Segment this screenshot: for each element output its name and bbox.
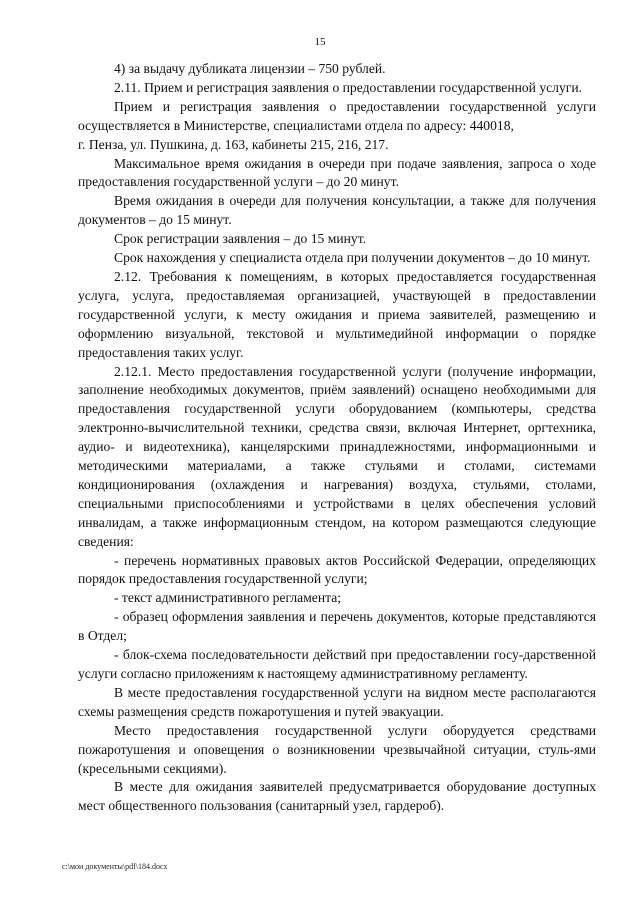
footer-file-path: c:\мои документы\pdf\184.docx bbox=[62, 862, 168, 871]
paragraph-registration-term: Срок регистрации заявления – до 15 минут. bbox=[114, 231, 367, 247]
paragraph-section-2-12-heading: 2.12. Требования к помещениям, в которых предоставляется государственная услуга, услуга, предоставляемая организацией, участвующей в предоставлении государственной услуги, к месту ожидания и приема заявителей, размещению и оформлению визуальной, текстовой и мультимедийной информации о порядке предоставления таких услуг. bbox=[78, 268, 596, 360]
paragraph-reception-address: Прием и регистрация заявления о предоставлении государственной услуги осуществляется в Министерстве, специалистами отдела по адресу: 440018, bbox=[78, 98, 596, 133]
paragraph-evacuation-schemes: В месте предоставления государственной услуги на видном месте располагаются схемы размещения средств пожаротушения и путей эвакуации. bbox=[78, 684, 596, 719]
paragraph-max-wait-time: Максимальное время ожидания в очереди при подаче заявления, запроса о ходе предоставления государственной услуги – до 20 минут. bbox=[78, 155, 596, 190]
document-body bbox=[78, 60, 596, 816]
paragraph-waiting-area: В месте для ожидания заявителей предусматривается оборудование доступных мест общественного пользования (санитарный узел, гардероб). bbox=[78, 779, 596, 814]
paragraph-fire-equipment: Место предоставления государственной услуги оборудуется средствами пожаротушения и оповещения о возникновении чрезвычайной ситуации, стуль-ями (кресельными секциями). bbox=[78, 722, 596, 776]
page-number: 15 bbox=[314, 36, 326, 48]
paragraph-address-street: г. Пенза, ул. Пушкина, д. 163, кабинеты 215, 216, 217. bbox=[78, 136, 389, 152]
paragraph-specialist-term: Срок нахождения у специалиста отдела при получении документов – до 10 минут. bbox=[114, 250, 591, 266]
paragraph-section-2-12-1: 2.12.1. Место предоставления государственной услуги (получение информации, заполнение необходимых документов, приём заявлений) оснащено необходимыми для предоставления государственной услуги оборудованием (компьютеры, средства электронно-вычислительной техники, средства связи, включая Интернет, оргтехника, аудио- и видеотехника), канцелярскими принадлежностями, информационными и методическими материалами, а также стульями и столами, системами кондиционирования (охлаждения и нагревания) воздуха, стульями, столами, специальными приспособлениями и устройствами в целях обеспечения условий инвалидам, а также информационным стендом, на котором размещаются следующие сведения: bbox=[78, 363, 596, 549]
paragraph-consultation-wait: Время ожидания в очереди для получения консультации, а также для получения документов – до 15 минут. bbox=[78, 193, 596, 228]
paragraph-fee-duplicate: 4) за выдачу дубликата лицензии – 750 рублей. bbox=[114, 61, 386, 76]
paragraph-section-2-11-heading: 2.11. Прием и регистрация заявления о предоставлении государственной услуги. bbox=[114, 79, 583, 95]
list-item-flowchart: - блок-схема последовательности действий при предоставлении госу-дарственной услуги согласно приложениям к настоящему административному регламенту. bbox=[78, 647, 596, 681]
list-item-application-sample: - образец оформления заявления и перечень документов, которые представляются в Отдел; bbox=[78, 609, 596, 644]
list-item-legal-acts: - перечень нормативных правовых актов Российской Федерации, определяющих порядок предоставления государственной услуги; bbox=[78, 552, 596, 587]
list-item-regulation-text: - текст административного регламента; bbox=[114, 590, 342, 606]
